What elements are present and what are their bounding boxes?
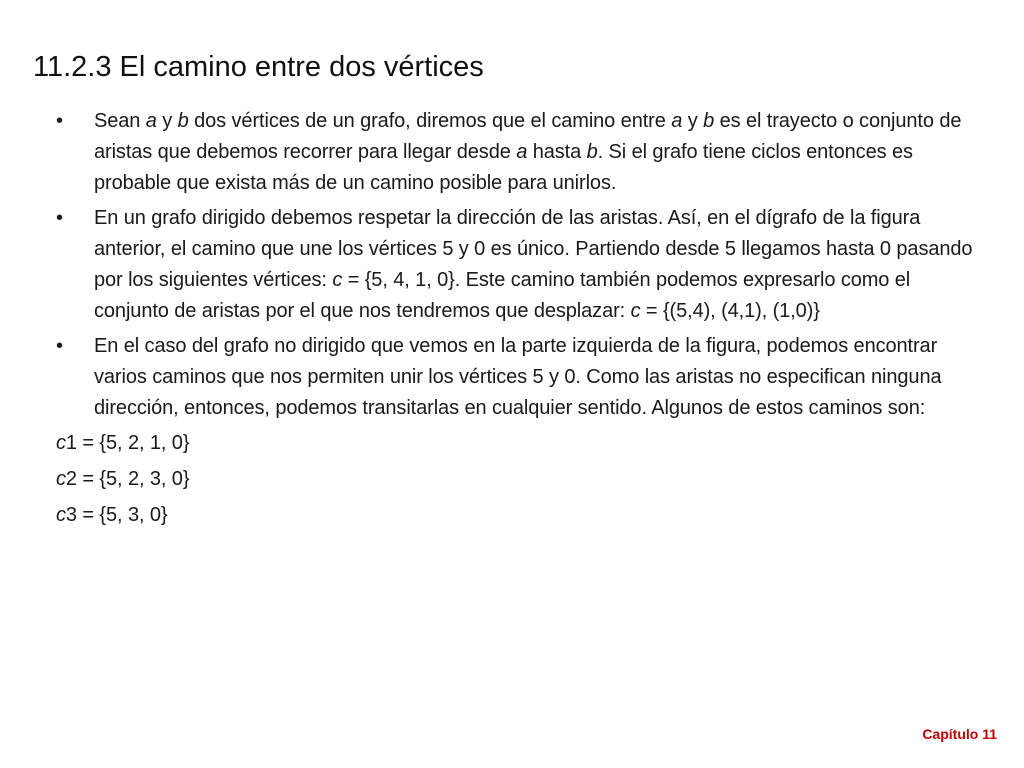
path-value: 1 = {5, 2, 1, 0} (65, 432, 190, 454)
text-segment: Sean (94, 110, 146, 132)
text-segment: b (177, 110, 189, 132)
text-segment: a (671, 110, 683, 132)
bullet-item-1 (56, 106, 976, 199)
bullet-marker: • (56, 335, 63, 357)
text-segment: En el caso del grafo no dirigido que vemos en la parte izquierda de la figura, podemos encontrar varios caminos que nos permiten unir los vértices 5 y 0. Como las aristas no especifican ninguna dirección, entonces, podemos transitarlas en cualquier sentido. Algunos de estos caminos son: (94, 335, 942, 419)
path-value: 2 = {5, 2, 3, 0} (65, 468, 190, 490)
path-line-3 (56, 500, 976, 531)
bullet-text-3 (94, 335, 942, 419)
bullet-item-2 (56, 203, 976, 327)
text-segment: b (586, 141, 598, 163)
text-segment: hasta (527, 141, 587, 163)
path-line-1 (56, 428, 976, 459)
bullet-marker: • (56, 207, 63, 229)
path-variable: c (56, 432, 66, 454)
bullet-marker: • (56, 110, 63, 132)
path-variable: c (56, 504, 66, 526)
path-variable: c (56, 468, 66, 490)
bullet-text-1 (94, 110, 961, 194)
text-segment: y (156, 110, 178, 132)
text-segment: = {5, 4, 1, 0}. Este camino también podemos expresarlo como el conjunto de aristas por el que nos tendremos que desplazar: (94, 269, 911, 322)
footer-chapter-label: Capítulo 11 (922, 726, 997, 742)
path-line-2 (56, 464, 976, 495)
slide-content (56, 106, 976, 536)
text-segment: dos vértices de un grafo, diremos que el camino entre (188, 110, 672, 132)
text-segment: y (682, 110, 704, 132)
text-segment: b (703, 110, 715, 132)
text-segment: En un grafo dirigido debemos respetar la dirección de las aristas. Así, en el dígrafo de la figura anterior, el camino que une los vértices 5 y 0 es único. Partiendo desde 5 llegamos hasta 0 pasando por los siguientes vértices: (94, 207, 973, 291)
text-segment: a (516, 141, 528, 163)
text-segment: c (332, 269, 343, 291)
text-segment: c (630, 300, 641, 322)
bullet-text-2 (94, 207, 972, 322)
path-value: 3 = {5, 3, 0} (65, 504, 168, 526)
bullet-item-3 (56, 331, 976, 424)
text-segment: a (145, 110, 157, 132)
text-segment: . Si el grafo tiene ciclos entonces es probable que exista más de un camino posible para unirlos. (94, 141, 913, 194)
slide-title: 11.2.3 El camino entre dos vértices (33, 51, 484, 83)
text-segment: es el trayecto o conjunto de aristas que debemos recorrer para llegar desde (94, 110, 962, 163)
text-segment: = {(5,4), (4,1), (1,0)} (640, 300, 820, 322)
